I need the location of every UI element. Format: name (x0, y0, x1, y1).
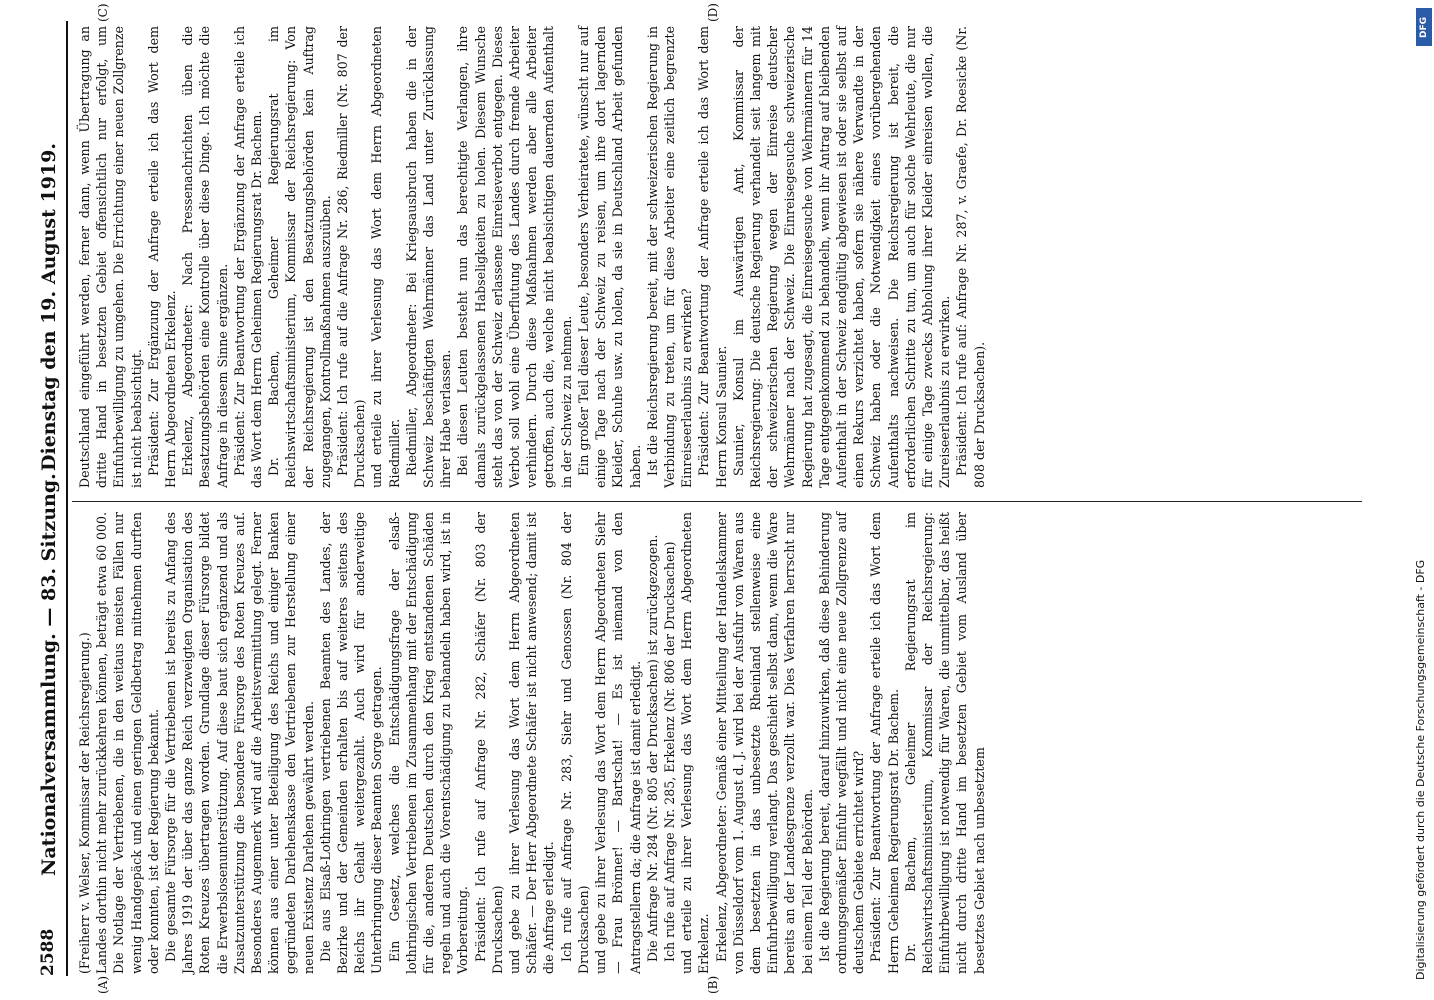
paragraph: Bei diesen Leuten besteht nun das berechtigte Verlangen, ihre damals zurückgelassenen Habseligkeiten zu holen. Diesem Wunsche steht das von der Schweiz erlassene Einreiseverbot entgegen. Dieses Verbot soll wohl eine Überflutung des Landes durch fremde Arbeiter verhindern. Durch diese Maßnahmen werden aber alle Arbeiter getroffen, auch die, welche nicht beabsichtigen dauernden Aufenthalt in der Schweiz zu nehmen. (455, 26, 574, 488)
paragraph: Ist die Regierung bereit, darauf hinzuwirken, daß diese Behinderung ordnungsgemäßer Einfuhr wegfällt und nicht eine neue Zollgrenze auf deutschem Gebiete errichtet wird? (816, 512, 867, 974)
header-rule (66, 21, 68, 976)
paragraph: und erteile zu ihrer Verlesung das Wort dem Herrn Abgeordneten Erkelenz. (679, 512, 712, 974)
paragraph: Deutschland eingeführt werden, ferner dann, wenn Übertragung an dritte Hand in besetzten Gebiet offensichtlich nur erfolgt, um Einfuhrbewilligung zu umgehen. Die Errichtung einer neuen Zollgrenze ist nicht beabsichtigt. (77, 26, 144, 488)
paragraph: und gebe zu ihrer Verlesung das Wort dem Herrn Abgeordneten Siehr — Frau Brönner! — Bartschat! — Es ist niemand von den Antragstellern da; die Anfrage ist damit erledigt. (593, 512, 643, 974)
page-header (26, 26, 66, 976)
paragraph: Erkelenz, Abgeordneter: Gemäß einer Mitteilung der Handelskammer von Düsseldorf vom 1. August d. J. wird bei der Ausfuhr von Waren aus dem besetzten in das unbesetzte Rheinland stellenweise eine Einfuhrbewilligung verlangt. Das geschieht selbst dann, wenn die Ware bereits an der Landesgrenze verzollt war. Dies Verfahren herrscht nur bei einem Teil der Behörden. (713, 512, 815, 974)
paragraph: Erkelenz, Abgeordneter: Nach Pressenachrichten üben die Besatzungsbehörden eine Kontrolle über diese Dinge. Ich möchte die Anfrage in diesem Sinne ergänzen. (180, 26, 230, 488)
column-divider (72, 501, 1362, 502)
right-text-column (76, 26, 988, 488)
paragraph: Riedmiller, Abgeordneter: Bei Kriegsausbruch haben die in der Schweiz beschäftigten Wehrmänner das Land unter Zurücklassung ihrer Habe verlassen. (403, 26, 454, 488)
paragraph: Ich rufe auf Anfrage Nr. 285, Erkelenz (Nr. 806 der Drucksachen) (661, 541, 677, 962)
paragraph: Präsident: Zur Beantwortung der Ergänzung der Anfrage erteile ich das Wort dem Herrn Geheimen Regierungsrat Dr. Bachem. (231, 26, 265, 488)
paragraph: Die Anfrage Nr. 284 (Nr. 805 der Drucksachen) ist zurückgezogen. (644, 534, 660, 962)
paragraph: Dr. Bachem, Geheimer Regierungsrat im Reichswirtschaftsministerium, Kommissar der Reichsregierung: Einfuhrbewilligung ist notwendig für Waren, die unmittelbar, das heißt nicht durch dritte Hand im besetzten Gebiet vom Ausland über besetztes Gebiet nach unbesetztem (902, 512, 987, 974)
paragraph: Landes dorthin nicht mehr zurückkehren können, beträgt etwa 60 000. Die Notlage der Vertriebenen, die in den weitaus meisten Fällen nur wenig Handgepäck und einen geringen Geldbetrag mitnehmen durften oder konnten, ist der Regierung bekannt. (94, 512, 161, 974)
left-text-column (76, 512, 988, 974)
header-left-title: Nationalversammlung. — 83. Sitzung. (38, 473, 60, 876)
paragraph: Präsident: Zur Beantwortung der Anfrage erteile ich das Wort dem Herrn Geheimen Regierungsrat Dr. Bachem. (868, 512, 901, 974)
paragraph: Dr. Bachem, Geheimer Regierungsrat im Reichswirtschaftsministerium, Kommissar der Reichsregierung: Von der Reichsregierung ist den Besatzungsbehörden kein Auftrag zugegangen, Kontrollmaßnahmen auszuüben. (266, 26, 333, 488)
margin-mark-b: (B) (706, 975, 720, 994)
paragraph: Präsident: Ich rufe auf die Anfrage Nr. 286, Riedmiller (Nr. 807 der Drucksachen) (335, 26, 368, 488)
paragraph: Präsident: Zur Beantwortung der Anfrage erteile ich das Wort dem Herrn Konsul Saunier. (696, 26, 729, 488)
paragraph: Präsident: Ich rufe auf: Anfrage Nr. 287, v. Graefe, Dr. Roesicke (Nr. 808 der Drucksachen). (954, 26, 987, 488)
margin-mark-c: (C) (96, 3, 110, 22)
paragraph: Ist die Reichsregierung bereit, mit der schweizerischen Regierung in Verbindung zu treten, um für diese Arbeiter eine zeitlich begrenzte Einreiseerlaubnis zu erwirken? (644, 26, 695, 488)
margin-mark-d: (D) (706, 3, 720, 22)
paragraph: und erteile zu ihrer Verlesung das Wort dem Herrn Abgeordneten Riedmiller. (369, 26, 402, 488)
header-right-date: Dienstag den 19. August 1919. (38, 143, 60, 471)
attribution-text: Digitalisierung gefördert durch die Deutsche Forschungsgemeinschaft - DFG (1414, 559, 1427, 980)
margin-mark-a: (A) (96, 975, 110, 994)
paragraph: Präsident: Zur Ergänzung der Anfrage erteile ich das Wort dem Herrn Abgeordneten Erkelenz. (145, 26, 179, 488)
dfg-logo: DFG (1416, 8, 1432, 46)
paragraph: Saunier, Konsul im Auswärtigen Amt, Kommissar der Reichsregierung: Die deutsche Regierung verhandelt seit langem mit der schweizerischen Regierung wegen der Einreise deutscher Wehrmänner nach der Schweiz. Die Einreisegesuche schweizerische Regierung hat zugesagt, die Einreisegesuche von Wehrmännern für 14 Tage entgegenkommend zu behandeln, wenn ihr Antrag auf bleibenden Aufenthalt in der Schweiz endgültig abgewiesen ist oder sie selbst auf einen Rekurs verzichtet haben, sofern sie nähere Verwandte in der Schweiz haben oder die Notwendigkeit eines vorübergehenden Aufenthalts nachweisen. Die Reichsregierung ist bereit, die erforderlichen Schritte zu tun, um auch für solche Wehrleute, die nur für einige Tage zwecks Abholung ihrer Kleider einreisen wollen, die Zureiseerlaubnis zu erwirken. (730, 26, 953, 488)
dfg-attribution-strip (1412, 0, 1434, 1000)
paragraph: Die gesamte Fürsorge für die Vertriebenen ist bereits zu Anfang des Jahres 1919 der über das ganze Reich verzweigten Organisation des Roten Kreuzes übertragen worden. Grundlage dieser Fürsorge bildet die Erwerbslosenunterstützung. Auf diese baut sich ergänzend und als Zusatzunterstützung die besondere Fürsorge des Roten Kreuzes auf. Besonderes Augenmerk wird auf die Arbeitsvermittlung gelegt. Ferner können aus einer unter Beteiligung des Reichs und einiger Banken gegründeten Darlehenskasse den Vertriebenen zur Herstellung einer neuen Existenz Darlehen gewährt werden. (163, 512, 316, 974)
paragraph: und gebe zu ihrer Verlesung das Wort dem Herrn Abgeordneten Schäfer. — Der Herr Abgeordnete Schäfer ist nicht anwesend; damit ist die Anfrage erledigt. (507, 512, 557, 974)
paragraph: Ein großer Teil dieser Leute, besonders Verheiratete, wünscht nur auf einige Tage nach der Schweiz zu reisen, um ihre dort lagernden Kleider, Schuhe usw. zu holen, da sie in Deutschland Arbeit gefunden haben. (575, 26, 643, 488)
paragraph: Ein Gesetz, welches die Entschädigungsfrage der elsaß-lothringischen Vertriebenen im Zusammenhang mit der Entschädigung für die, anderen Deutschen durch den Krieg entstandenen Schäden regeln und auch die Vorentschädigung zu behandeln haben wird, ist in Vorbereitung. (386, 512, 471, 974)
paragraph: Präsident: Ich rufe auf Anfrage Nr. 282, Schäfer (Nr. 803 der Drucksachen) (472, 512, 505, 974)
paragraph: (Freiherr v. Welser, Kommissar der Reichsregierung.) (77, 632, 92, 974)
paragraph: Die aus Elsaß-Lothringen vertriebenen Beamten des Landes, der Bezirke und der Gemeinden erhalten bis auf weiteres seitens des Reichs ihr Gehalt weitergezahlt. Auch wird für anderweitige Unterbringung dieser Beamten Sorge getragen. (317, 512, 385, 974)
paragraph: Ich rufe auf Anfrage Nr. 283, Siehr und Genossen (Nr. 804 der Drucksachen) (558, 512, 591, 974)
page-number: 2588 (38, 928, 58, 976)
